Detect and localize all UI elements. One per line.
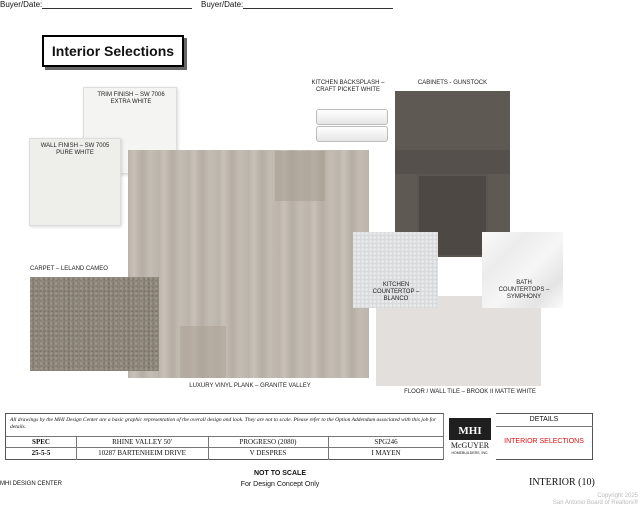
signature-line (42, 1, 192, 9)
spec-label: SPEC (32, 438, 50, 446)
title-block (5, 413, 593, 460)
address: 10287 BARTENHEIM DRIVE (98, 449, 186, 457)
code-label: 25-5-5 (31, 449, 51, 457)
disclaimer: All drawings by the MHI Design Center are a basic graphic representation of the overall design and look. They are not to scale. Please refer to the Option Addendum associated with this job for details. (10, 417, 437, 430)
logo-tag: HOMEBUILDERS, INC. (451, 451, 489, 455)
rep: I MAYEN (371, 449, 401, 457)
floor-tile-label: FLOOR / WALL TILE – BROOK II MATTE WHITE (404, 389, 536, 395)
watermark-realtors: San Antonio Board of Realtors® (552, 500, 638, 506)
wall-label: WALL FINISH – SW 7005 PURE WHITE (40, 143, 110, 156)
plan: PROGRESO (2080) (239, 438, 297, 446)
carpet-swatch (30, 277, 159, 371)
logo-sub: McGUYER (450, 441, 490, 450)
carpet-label: CARPET – LELAND CAMEO (30, 266, 108, 272)
backsplash-tile (316, 126, 388, 142)
buyer-date-2: Buyer/Date: (201, 0, 393, 9)
community: RHINE VALLEY 50' (112, 438, 172, 446)
watermark-copyright: Copyright 2025 (597, 493, 638, 499)
design-center-label: MHI DESIGN CENTER (0, 481, 63, 487)
job-number: SPG246 (374, 438, 398, 446)
row-divider (6, 436, 444, 437)
row-divider (6, 447, 444, 448)
buyer-date-1: Buyer/Date: (0, 0, 192, 9)
lvp-plank-accent (180, 326, 226, 378)
designer: V DESPRES (249, 449, 287, 457)
floor-tile-swatch (376, 296, 541, 386)
details-label: DETAILS (529, 416, 559, 423)
page-title: Interior Selections (42, 35, 184, 67)
row-divider (495, 426, 593, 427)
backsplash-tile (316, 109, 388, 125)
details-value: INTERIOR SELECTIONS (504, 438, 584, 445)
bath-countertop-label: BATH COUNTERTOPS – SYMPHONY (498, 280, 550, 300)
trim-label-overlay: TRIM FINISH – SW 7006 EXTRA WHITE (97, 92, 165, 105)
cabinet-rail (395, 150, 510, 174)
lvp-swatch (128, 150, 369, 378)
design-concept-note: For Design Concept Only (240, 481, 320, 488)
kitchen-countertop-label: KITCHEN COUNTERTOP – BLANCO (372, 282, 420, 302)
lvp-label: LUXURY VINYL PLANK – GRANITE VALLEY (189, 383, 311, 389)
cabinets-label: CABINETS - GUNSTOCK (417, 80, 488, 86)
not-to-scale: NOT TO SCALE (254, 470, 306, 477)
page-label: INTERIOR (10) (529, 477, 595, 488)
backsplash-label: KITCHEN BACKSPLASH – CRAFT PICKET WHITE (311, 80, 385, 93)
lvp-plank-accent (275, 151, 325, 201)
logo-text: MHI (458, 425, 482, 437)
signature-line (243, 1, 393, 9)
